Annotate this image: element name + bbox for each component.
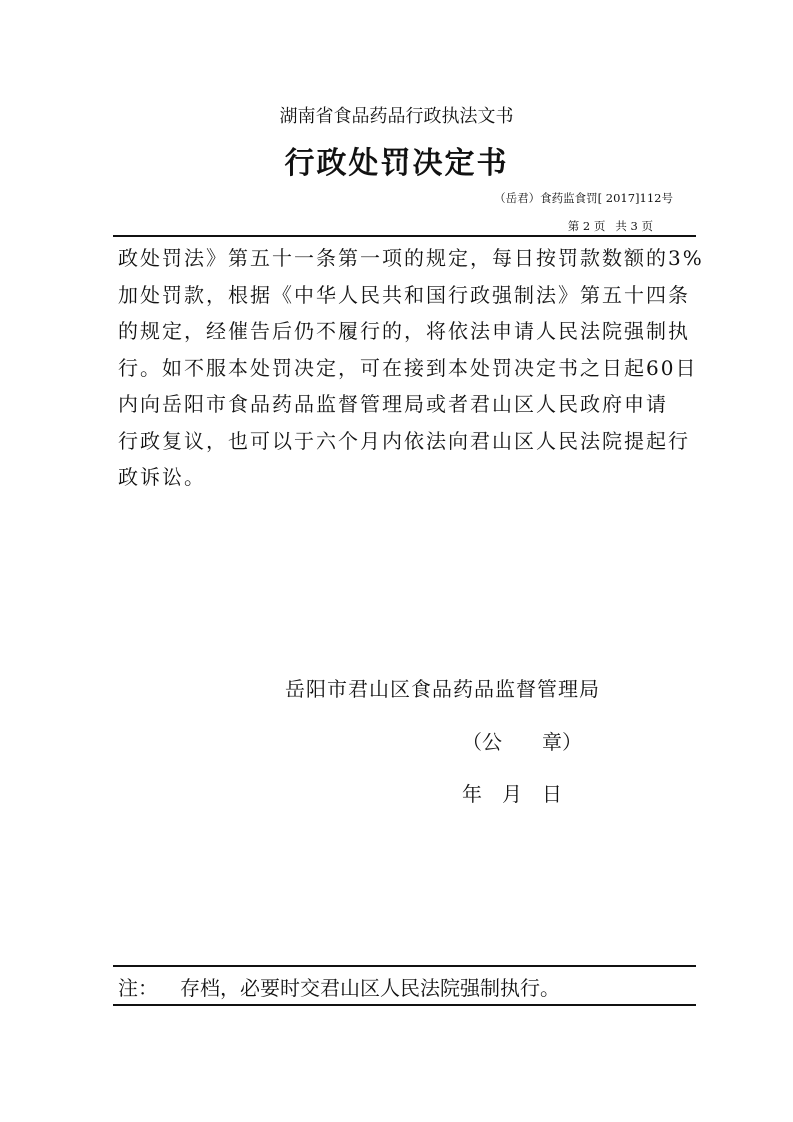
body-text <box>118 240 704 496</box>
document-title: 行政处罚决定书 <box>284 146 509 181</box>
body-line: 内向岳阳市食品药品监督管理局或者君山区人民政府申请 <box>118 392 668 416</box>
footer-note <box>118 972 560 1001</box>
body-line: 行。如不服本处罚决定，可在接到本处罚决定书之日起60日 <box>118 355 698 380</box>
note-label: 注： <box>118 976 158 1000</box>
body-line: 加处罚款，根据《中华人民共和国行政强制法》第五十四条 <box>118 282 690 307</box>
seal-placeholder: （公 章） <box>462 730 582 754</box>
footer-divider-top <box>113 965 696 967</box>
page-total: 共 3 页 <box>615 219 653 233</box>
body-line: 的规定，经催告后仍不履行的，将依法申请人民法院强制执 <box>118 319 690 343</box>
body-line: 行政复议，也可以于六个月内依法向君山区人民法院提起行 <box>118 428 690 453</box>
page-info <box>568 218 653 234</box>
note-text: 存档，必要时交君山区人民法院强制执行。 <box>180 976 560 1000</box>
body-line: 政处罚法》第五十一条第一项的规定，每日按罚款数额的3% <box>118 246 704 270</box>
document-number: （岳君）食药监食罚[ 2017]112号 <box>494 191 673 205</box>
header-divider <box>113 235 696 237</box>
date-placeholder: 年 月 日 <box>462 782 562 806</box>
issuer-name: 岳阳市君山区食品药品监督管理局 <box>285 677 600 701</box>
body-line: 政诉讼。 <box>118 465 206 489</box>
page-current: 第 2 页 <box>567 219 606 233</box>
footer-divider-bottom <box>113 1004 696 1006</box>
agency-line: 湖南省食品药品行政执法文书 <box>279 106 514 127</box>
